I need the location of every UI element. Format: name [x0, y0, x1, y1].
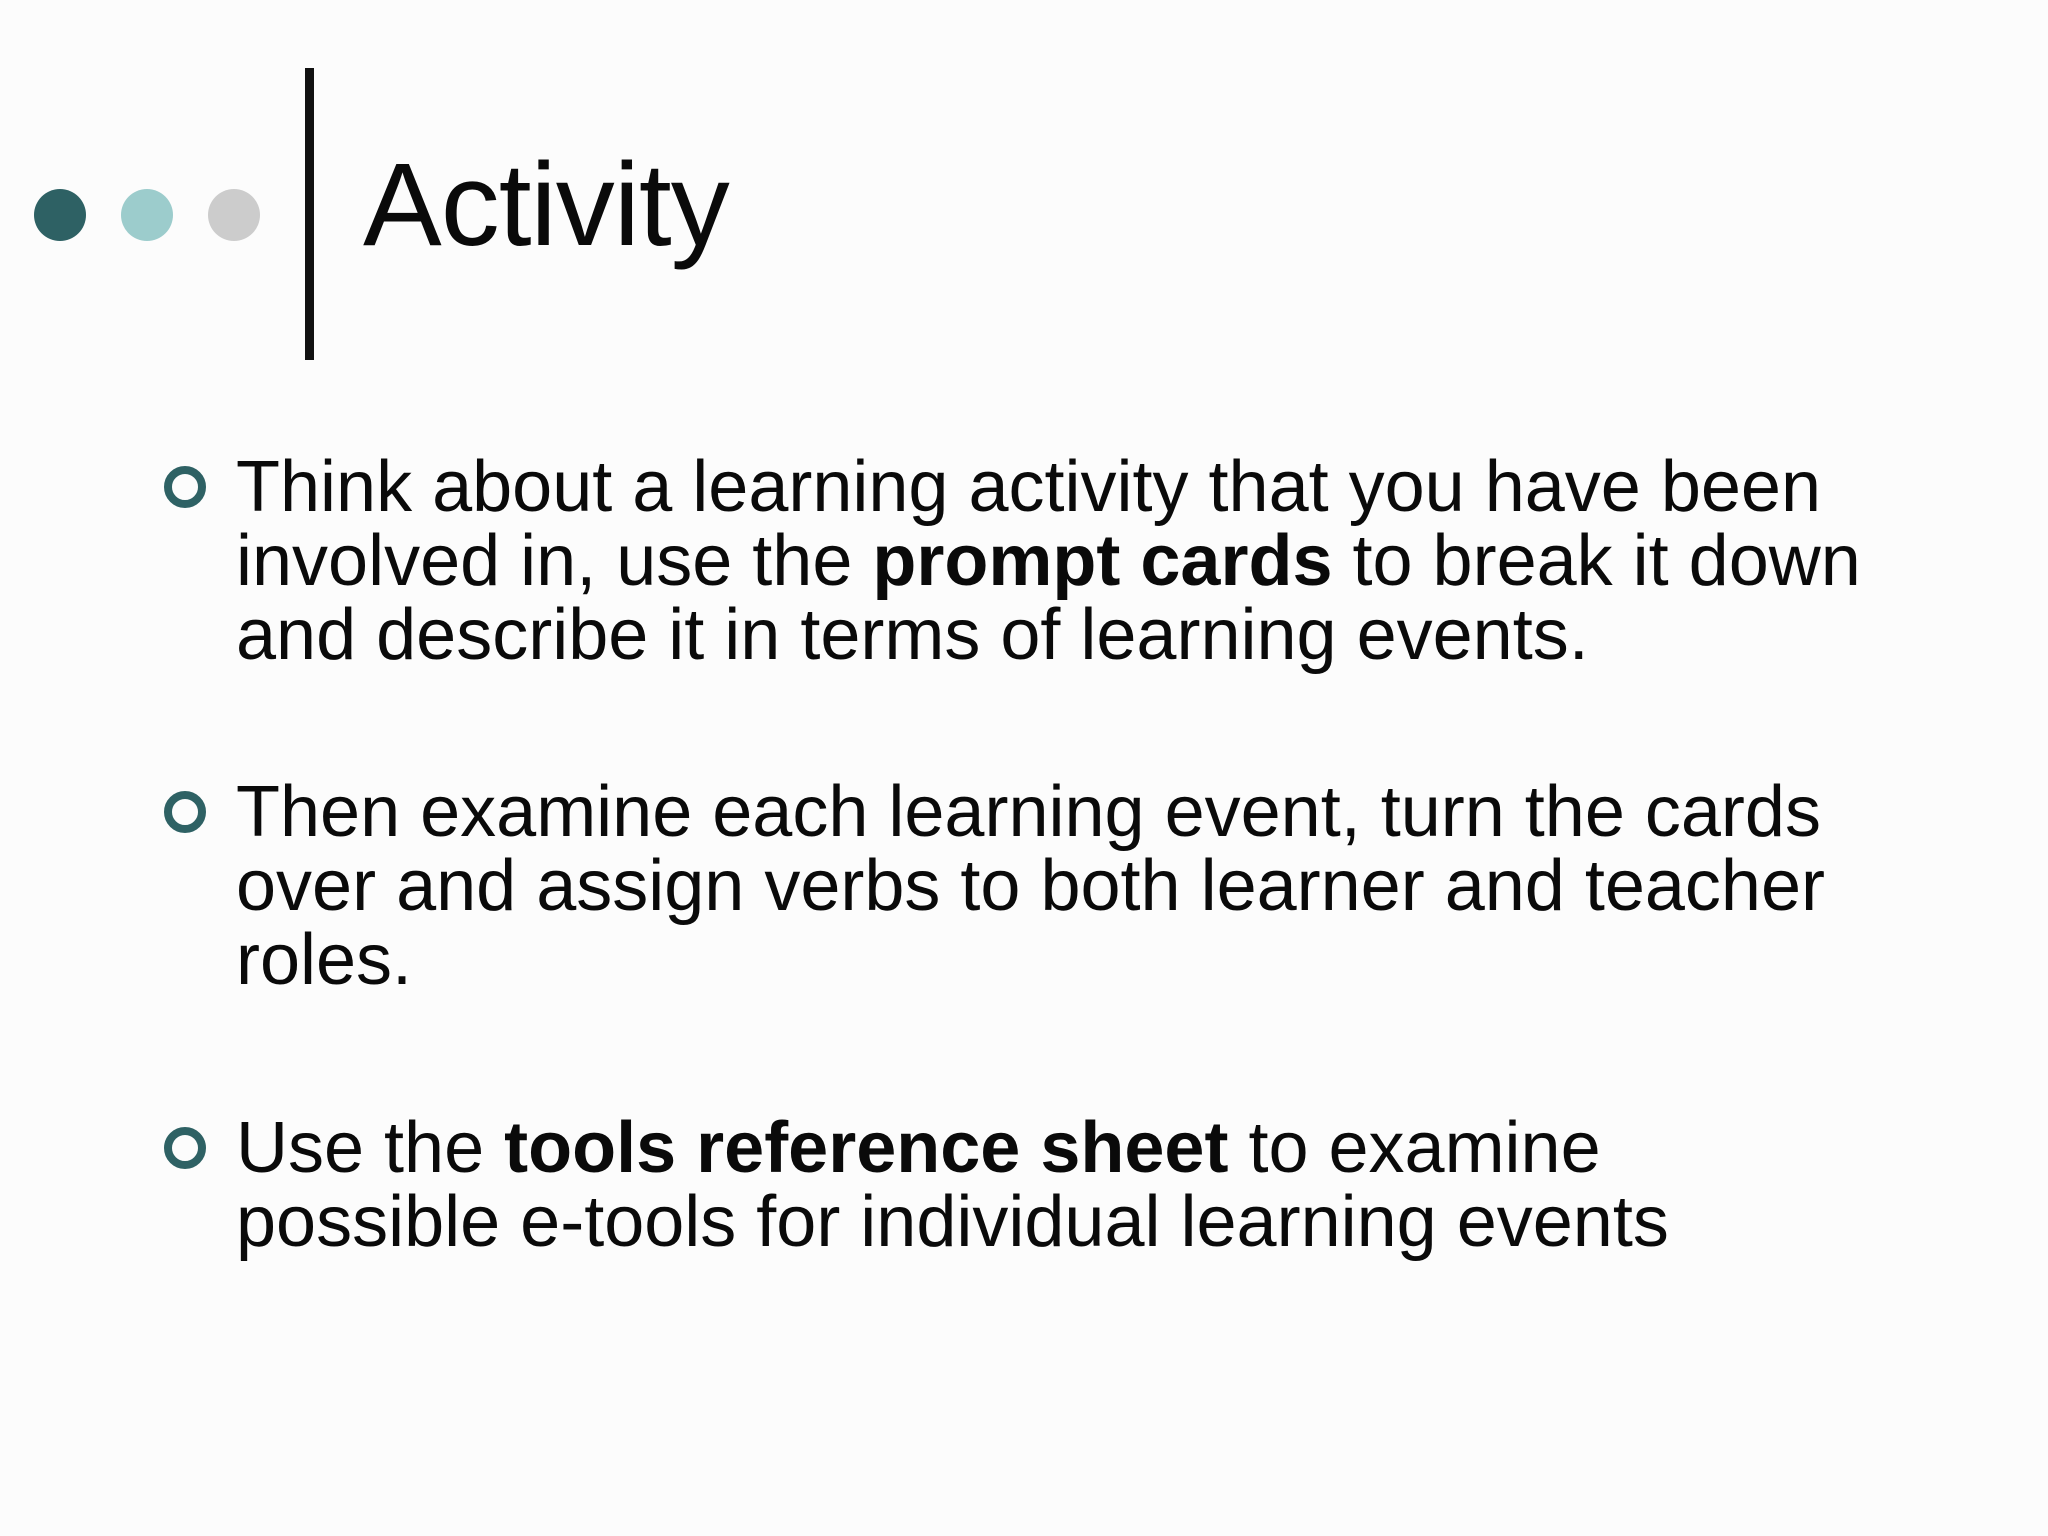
bullet-item — [236, 447, 1956, 675]
decorative-dot-dark — [34, 189, 86, 241]
bullet-item — [236, 1108, 1956, 1262]
bullet-line: Then examine each learning event, turn the cards — [236, 772, 1821, 852]
bullet-text — [236, 1108, 1956, 1262]
decorative-dot-teal — [121, 189, 173, 241]
hollow-circle-bullet-icon — [164, 466, 206, 508]
decorative-dot-grey — [208, 189, 260, 241]
bullet-line: Use the tools reference sheet to examine — [236, 1108, 1601, 1188]
bullet-text — [236, 447, 1956, 675]
bold-term-tools-reference-sheet: tools reference sheet — [504, 1108, 1229, 1188]
bold-term-prompt-cards: prompt cards — [872, 521, 1333, 601]
bullet-line: possible e-tools for individual learning events — [236, 1182, 1669, 1262]
bullet-line: over and assign verbs to both learner and teacher — [236, 846, 1825, 926]
hollow-circle-bullet-icon — [164, 1127, 206, 1169]
slide-title: Activity — [363, 139, 729, 271]
bullet-text — [236, 772, 1956, 1000]
bullet-line: Think about a learning activity that you have been — [236, 447, 1822, 527]
hollow-circle-bullet-icon — [164, 791, 206, 833]
bullet-item — [236, 772, 1956, 1000]
bullet-line: and describe it in terms of learning events. — [236, 595, 1589, 675]
title-divider — [305, 68, 314, 360]
bullet-line: involved in, use the prompt cards to break it down — [236, 521, 1861, 601]
bullet-line: roles. — [236, 920, 413, 1000]
